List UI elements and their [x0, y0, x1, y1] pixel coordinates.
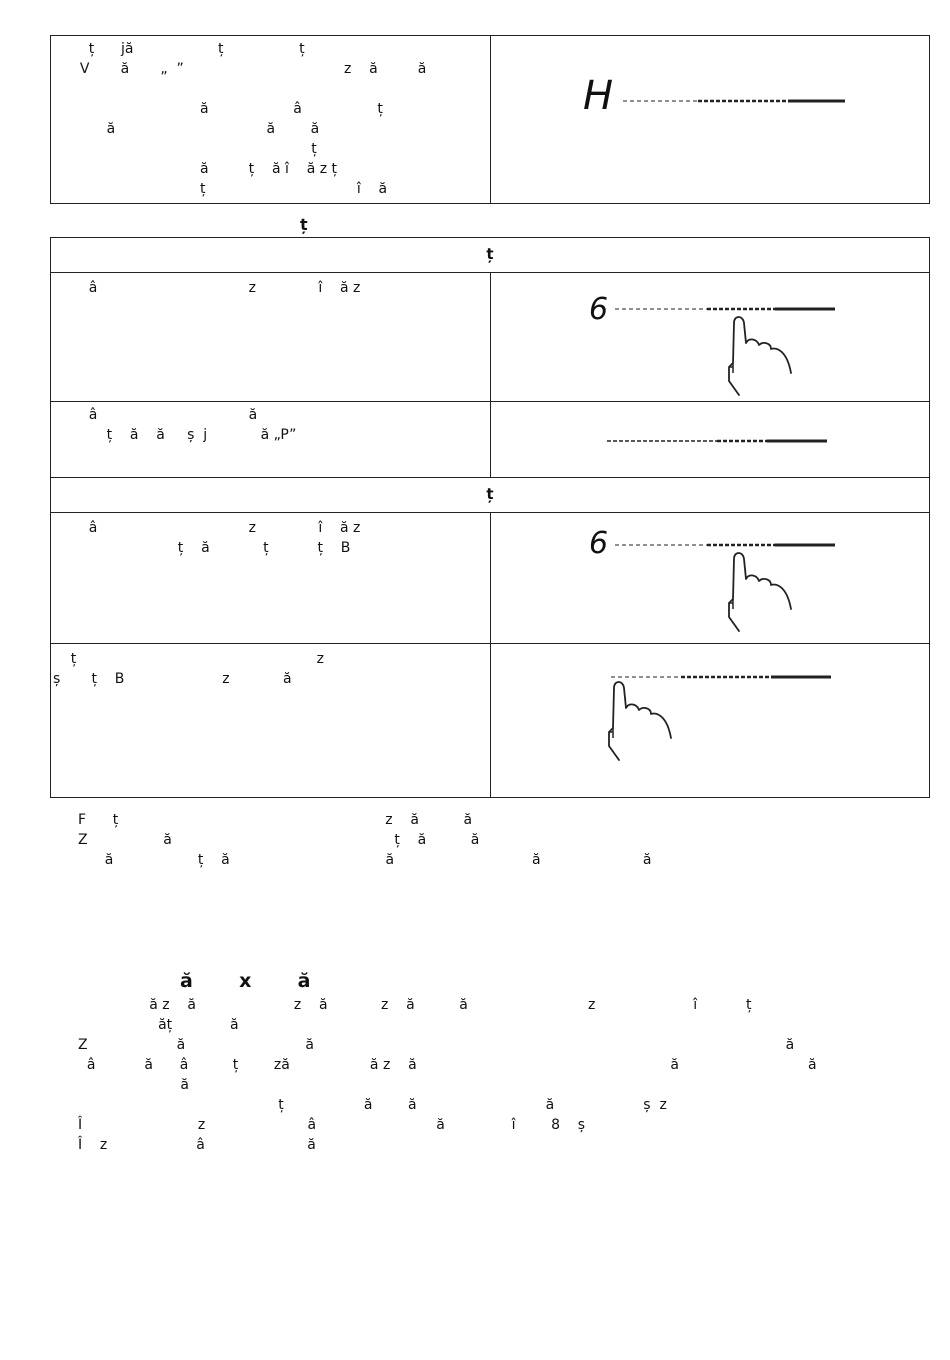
table1-row2-display-cell	[490, 401, 930, 478]
text-line: V ă „ ” z ă ă	[71, 61, 427, 77]
segment-line-display	[623, 98, 848, 104]
table1-row2-text-cell	[50, 401, 491, 478]
section-heading: ă x ă	[180, 970, 311, 992]
text-line: ăț ă	[78, 1017, 239, 1033]
segment-line-display	[615, 542, 837, 548]
text-line: â ă	[71, 407, 258, 423]
body-text	[78, 995, 817, 1155]
text-line: ș ț B z ă	[53, 671, 292, 687]
text-line: â z î ă z	[71, 520, 361, 536]
table1-header-cell	[50, 237, 930, 273]
text-line: ț ă ă ă ș z	[78, 1097, 667, 1113]
text-line: Î z â ă î 8 ș	[78, 1117, 586, 1133]
display-glyph-6: 6	[589, 526, 609, 561]
text-line: ț	[71, 141, 317, 157]
segment-line-display	[607, 438, 829, 444]
table2-row2-text-cell	[50, 643, 491, 798]
text-line	[71, 79, 426, 99]
table1-row1-text-cell	[50, 272, 491, 402]
text-line: â z î ă z	[71, 280, 361, 296]
text-line: Z ă ă ă	[78, 1037, 795, 1053]
text-line: ț jă ț ț	[71, 41, 305, 57]
display-glyph-6: 6	[589, 292, 609, 327]
text-line: Î z â ă	[78, 1137, 316, 1153]
table2-header: ț	[486, 485, 494, 503]
display-glyph-h: H	[583, 73, 614, 119]
table2-row1-text-cell	[50, 512, 491, 644]
text-line: F ț z ă ă	[78, 812, 473, 828]
table1-row2-text	[71, 405, 296, 445]
text-line: ă ț ă î ă z ț	[71, 161, 338, 177]
text-line: Z ă ț ă ă	[78, 832, 480, 848]
text-line: ț ă ț ț B	[71, 540, 351, 556]
pointing-hand-icon	[723, 551, 803, 631]
pointing-hand-icon	[603, 680, 683, 760]
text-line: ă ă ă	[71, 121, 320, 137]
top-table-display-cell	[490, 35, 930, 204]
table2-row2-display-cell	[490, 643, 930, 798]
table2-row2-text	[53, 649, 324, 689]
table2-header-cell	[50, 477, 930, 513]
text-line: ă ț ă ă ă ă	[78, 852, 652, 868]
text-line: â ă â ț ză ă z ă ă ă	[78, 1057, 817, 1073]
pointing-hand-icon	[723, 315, 803, 395]
text-line: ă â ț	[71, 101, 383, 117]
table2-row1-display-cell	[490, 512, 930, 644]
table1-header: ț	[486, 245, 494, 263]
text-line: ă z ă z ă z ă ă z î ț	[78, 997, 752, 1013]
text-line: ă	[78, 1077, 189, 1093]
top-table-text-cell	[50, 35, 491, 204]
table2-row1-text	[71, 518, 360, 558]
top-table-text	[71, 39, 426, 199]
footnote-text	[78, 810, 652, 870]
text-line: ț z	[53, 651, 324, 667]
text-line: ț î ă	[71, 181, 388, 197]
table1-row1-text	[71, 278, 360, 298]
segment-line-display	[615, 306, 837, 312]
text-line: ț ă ă ș j ă „P”	[71, 427, 297, 443]
section-title: ț	[300, 215, 308, 234]
table1-row1-display-cell	[490, 272, 930, 402]
